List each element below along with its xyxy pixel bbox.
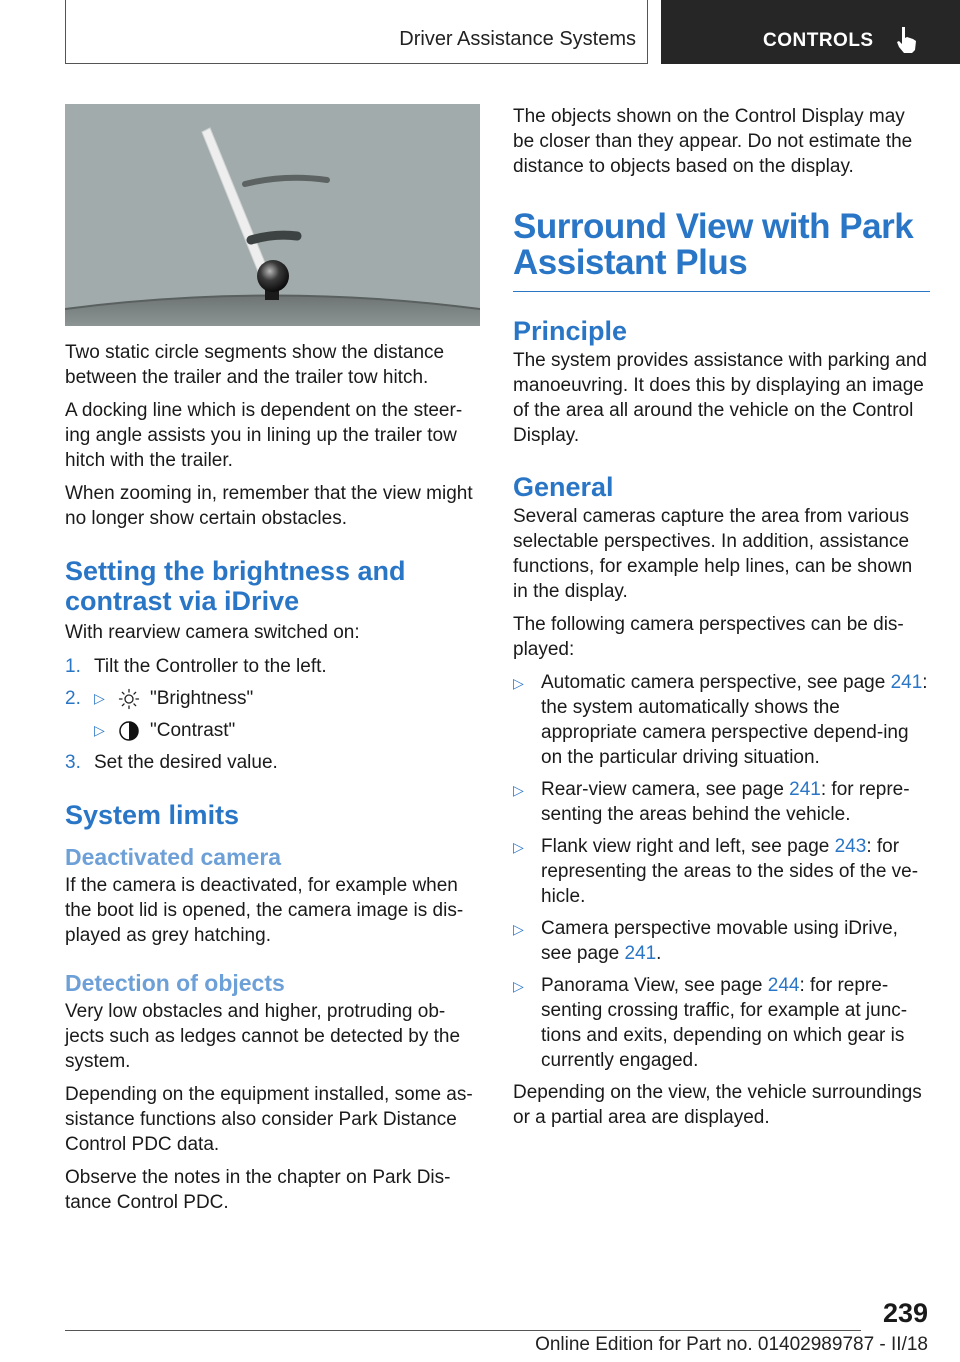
- bullet-triangle-icon: ▷: [513, 839, 524, 855]
- paragraph: Observe the notes in the chapter on Park Dis‐tance Control PDC.: [65, 1167, 451, 1213]
- section-heading-brightness: Setting the brightness and contrast via iDrive: [65, 556, 406, 616]
- bullet-triangle-icon: ▷: [94, 690, 105, 706]
- paragraph: A docking line which is dependent on the steer‐ing angle assists you in lining up the trailer tow hitch with the trailer.: [65, 400, 463, 471]
- paragraph: Two static circle segments show the distance between the trailer and the trailer tow hitch.: [65, 342, 445, 388]
- bullet-triangle-icon: ▷: [94, 722, 105, 738]
- paragraph: Depending on the equipment installed, some as‐sistance functions also consider Park Distance Control PDC data.: [65, 1084, 473, 1155]
- list-item-text: : for repre‐senting crossing traffic, for example at junc‐tions and exits, depending on which gear is currently engaged.: [541, 975, 908, 1071]
- section-heading-general: General: [513, 472, 614, 502]
- section-heading-system-limits: System limits: [65, 800, 240, 830]
- step-subitem: [94, 718, 253, 743]
- step-subitem: [94, 686, 253, 711]
- section-title: Driver Assistance Systems: [399, 28, 636, 50]
- section-heading-principle: Principle: [513, 316, 628, 346]
- page-link[interactable]: 243: [834, 836, 867, 857]
- bullet-triangle-icon: ▷: [513, 921, 524, 937]
- list-item-text: : for repre‐senting the areas behind the vehicle.: [541, 779, 910, 825]
- list-item-text: Panorama View, see page: [541, 975, 768, 996]
- chapter-tab: [661, 0, 960, 64]
- page-link[interactable]: 241: [624, 943, 657, 964]
- page-link[interactable]: 244: [767, 975, 800, 996]
- bullet-triangle-icon: ▷: [513, 782, 524, 798]
- paragraph: Several cameras capture the area from various selectable perspectives. In addition, assistance functions, for example help lines, can be shown in the display.: [513, 506, 913, 602]
- list-item-text: .: [656, 943, 662, 964]
- list-item: [513, 834, 930, 909]
- contrast-label: "Contrast": [150, 720, 236, 741]
- subheading-deactivated-camera: Deactivated camera: [65, 844, 282, 870]
- chapter-heading-surround-view: Surround View with Park Assistant Plus: [513, 207, 914, 282]
- page-link[interactable]: 241: [789, 779, 821, 800]
- step-item: [65, 654, 480, 679]
- paragraph: The following camera perspectives can be dis‐played:: [513, 614, 904, 660]
- paragraph: The objects shown on the Control Display may be closer than they appear. Do not estimate the distance to objects based on the display.: [513, 106, 913, 177]
- page-link[interactable]: 241: [890, 672, 923, 693]
- trailer-hitch-illustration: [65, 104, 480, 326]
- list-item-text: Flank view right and left, see page: [541, 836, 835, 857]
- footer-rule: [65, 1330, 861, 1331]
- step-text: Tilt the Controller to the left.: [94, 656, 327, 677]
- paragraph: The system provides assistance with parking and manoeuvring. It does this by displaying an image of the area all around the vehicle on the Control Display.: [513, 350, 927, 446]
- contrast-icon: [118, 720, 140, 742]
- bullet-triangle-icon: ▷: [513, 978, 524, 994]
- list-item-text: Camera perspective movable using iDrive, see page: [541, 918, 898, 964]
- list-item-text: : the system automatically shows the appropriate camera perspective depend‐ing on the particular driving situation.: [541, 672, 928, 768]
- list-item: [513, 777, 930, 827]
- brightness-icon: [118, 688, 140, 710]
- paragraph: Very low obstacles and higher, protruding ob‐jects such as ledges cannot be detected by the system.: [65, 1001, 461, 1072]
- paragraph: If the camera is deactivated, for example when the boot lid is opened, the camera image is dis‐played as grey hatching.: [65, 875, 464, 946]
- paragraph: When zooming in, remember that the view might no longer show certain obstacles.: [65, 483, 473, 529]
- left-column: [65, 104, 480, 1215]
- chapter-tab-label: CONTROLS: [763, 30, 874, 51]
- step-number: 2.: [65, 688, 81, 709]
- step-item: [65, 750, 480, 775]
- bullet-triangle-icon: ▷: [513, 675, 524, 691]
- list-item-text: : for representing the areas to the sides of the ve‐hicle.: [541, 836, 919, 907]
- step-number: 1.: [65, 656, 81, 677]
- list-item: [513, 973, 930, 1073]
- brightness-label: "Brightness": [150, 688, 254, 709]
- hand-pointer-icon: [894, 25, 920, 55]
- step-number: 3.: [65, 752, 81, 773]
- list-item-text: Automatic camera perspective, see page: [541, 672, 891, 693]
- edition-note: Online Edition for Part no. 01402989787 - II/18: [535, 1334, 928, 1355]
- step-text: Set the desired value.: [94, 752, 278, 773]
- paragraph: Depending on the view, the vehicle surroundings or a partial area are displayed.: [513, 1082, 922, 1128]
- right-column: [513, 104, 930, 1130]
- list-item: [513, 916, 930, 966]
- step-item: [65, 686, 480, 743]
- trailer-hitch-camera-image: [65, 104, 480, 326]
- paragraph: With rearview camera switched on:: [65, 622, 360, 643]
- list-item-text: Rear-view camera, see page: [541, 779, 790, 800]
- subheading-detection-of-objects: Detection of objects: [65, 970, 285, 996]
- list-item: [513, 670, 930, 770]
- page-number: 239: [882, 1298, 928, 1328]
